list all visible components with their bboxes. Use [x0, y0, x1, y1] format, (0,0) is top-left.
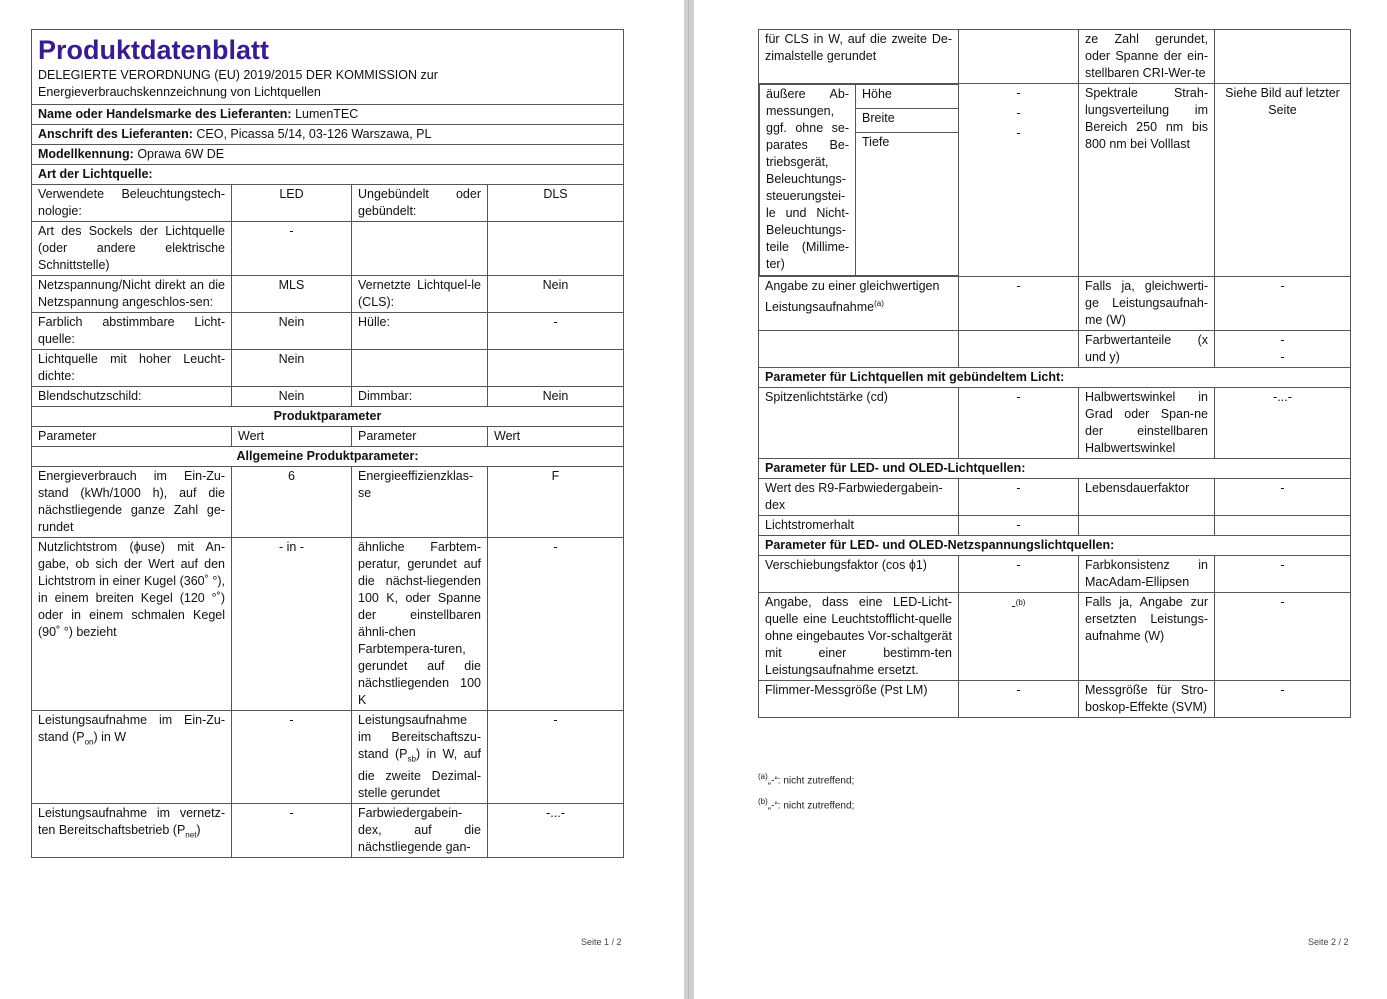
column-header-row [32, 427, 624, 447]
peak-intensity-label: Spitzenlichtstärke (cd) [759, 388, 959, 459]
equivalent-power-label: Angabe zu einer gleichwertigen Leistungsaufnahme$^{(a)}$ [759, 277, 959, 331]
param-label: Vernetzte Lichtquel-le (CLS): [352, 276, 488, 313]
param-value: LED [232, 185, 352, 222]
supplier-value: LumenTEC [295, 107, 359, 121]
displacement-factor-label: Verschiebungsfaktor (cos ϕ1) [759, 556, 959, 593]
param-label: Art des Sockels der Lichtquelle (oder andere elektrische Schnittstelle) [32, 222, 232, 276]
dim-value: - [1016, 126, 1021, 140]
r9-value: - [959, 479, 1079, 516]
param-value: - in - [232, 538, 352, 711]
table-row [759, 331, 1351, 368]
dimensions-label: äußere Ab-messungen, ggf. ohne se-parates Be-triebsgerät, Beleuchtungs-steuerungstei-le und Nicht-Beleuchtungs-teile (Millime-ter) [760, 85, 856, 276]
survival-factor-label: Lebensdauerfaktor [1079, 479, 1215, 516]
dimensions-values [959, 84, 1079, 277]
footnote-a: $^{(a)}$„-“: nicht zutreffend; [758, 772, 855, 787]
table-row [32, 276, 624, 313]
column-header-value: Wert [232, 427, 352, 447]
chromaticity-x-value: - [1280, 333, 1285, 347]
address-label: Anschrift des Lieferanten: [38, 127, 193, 141]
dim-name: Breite [856, 109, 959, 133]
dim-value: - [1016, 106, 1021, 120]
column-header-value: Wert [488, 427, 624, 447]
mains-heading: Parameter für LED- und OLED-Netzspannungslichtquellen: [759, 536, 1351, 556]
table-row [32, 350, 624, 387]
footnote-b: $^{(b)}$„-“: nicht zutreffend; [758, 797, 855, 812]
param-value: F [488, 467, 624, 538]
page-title: Produktdatenblatt [38, 35, 270, 65]
page-number: Seite 2 / 2 [1308, 937, 1349, 947]
table-row [32, 185, 624, 222]
table-row [32, 467, 624, 538]
pnet-value: - [232, 803, 352, 857]
dim-name: Höhe [856, 85, 959, 109]
product-data-table-page-1 [31, 29, 624, 858]
table-row [759, 388, 1351, 459]
param-value: 6 [232, 467, 352, 538]
beam-angle-value: -...- [1215, 388, 1351, 459]
param-value: Nein [488, 387, 624, 407]
table-row [759, 516, 1351, 536]
table-row [32, 387, 624, 407]
replacement-yes-value: - [1215, 593, 1351, 681]
general-params-heading: Allgemeine Produktparameter: [32, 447, 624, 467]
table-row [759, 84, 1351, 277]
param-value [488, 222, 624, 276]
param-value: Nein [232, 387, 352, 407]
address-value: CEO, Picassa 5/14, 03-126 Warszawa, PL [196, 127, 432, 141]
param-value [1215, 30, 1351, 84]
lumen-maintenance-value: - [959, 516, 1079, 536]
table-row [759, 593, 1351, 681]
param-label: Energieeffizienzklas-se [352, 467, 488, 538]
param-value: Nein [232, 313, 352, 350]
param-label: ähnliche Farbtem-peratur, gerundet auf die nächst-liegenden 100 K, oder Spanne der einstellbaren ähnli-chen Farbtempera-turen, gerundet auf die nächstliegenden 100 K [352, 538, 488, 711]
param-value: Nein [488, 276, 624, 313]
param-label: Dimmbar: [352, 387, 488, 407]
cri-value: -...- [488, 803, 624, 857]
param-value: Nein [232, 350, 352, 387]
svm-value: - [1215, 681, 1351, 718]
param-label: Nutzlichtstrom (ϕuse) mit An-gabe, ob sich der Wert auf den Lichtstrom in einer Kugel (360˚ °), in einem breiten Kegel (120 °˚) oder in einem schmalen Kegel (90˚ °) bezieht [32, 538, 232, 711]
param-label: ze Zahl gerundet, oder Spanne der ein-stellbaren CRI-Wer-te [1079, 30, 1215, 84]
macadam-value: - [1215, 556, 1351, 593]
page-divider [684, 0, 694, 999]
param-label: Lichtquelle mit hoher Leucht-dichte: [32, 350, 232, 387]
replacement-yes-label: Falls ja, Angabe zur ersetzten Leistungs-aufnahme (W) [1079, 593, 1215, 681]
spectral-label: Spektrale Strah-lungsverteilung im Bereich 250 nm bis 800 nm bei Volllast [1079, 84, 1215, 277]
param-value: - [488, 313, 624, 350]
model-label: Modellkennung: [38, 147, 134, 161]
flicker-label: Flimmer-Messgröße (Pst LM) [759, 681, 959, 718]
column-header-parameter: Parameter [32, 427, 232, 447]
table-row [32, 711, 624, 804]
r9-label: Wert des R9-Farbwiedergabein-dex [759, 479, 959, 516]
chromaticity-y-value: - [1280, 350, 1285, 364]
peak-intensity-value: - [959, 388, 1079, 459]
equivalent-yes-label: Falls ja, gleichwerti-ge Leistungsaufnah-me (W) [1079, 277, 1215, 331]
column-header-parameter: Parameter [352, 427, 488, 447]
param-label: Farblich abstimmbare Licht-quelle: [32, 313, 232, 350]
flicker-value: - [959, 681, 1079, 718]
empty-cell [959, 331, 1079, 368]
param-label [352, 222, 488, 276]
dim-value: - [1016, 86, 1021, 100]
spectral-value: Siehe Bild auf letzter Seite [1215, 84, 1351, 277]
table-row [759, 277, 1351, 331]
dimensions-subtable [759, 84, 959, 276]
param-label: für CLS in W, auf die zweite De-zimalstelle gerundet [759, 30, 959, 84]
param-label: Netzspannung/Nicht direkt an die Netzspannung angeschlos-sen: [32, 276, 232, 313]
supplier-label: Name oder Handelsmarke des Lieferanten: [38, 107, 292, 121]
lightsource-type-heading: Art der Lichtquelle: [32, 165, 624, 185]
led-heading: Parameter für LED- und OLED-Lichtquellen: [759, 459, 1351, 479]
table-row [759, 479, 1351, 516]
header-cell [32, 30, 624, 105]
macadam-label: Farbkonsistenz in MacAdam-Ellipsen [1079, 556, 1215, 593]
document-page-2 [694, 0, 1387, 999]
param-label: Blendschutzschild: [32, 387, 232, 407]
regulation-subtitle: DELEGIERTE VERORDNUNG (EU) 2019/2015 DER KOMMISSION zur Energieverbrauchskennzeichnung von Lichtquellen [38, 68, 438, 99]
supplier-row [32, 105, 624, 125]
product-params-heading: Produktparameter [32, 407, 624, 427]
param-label: Ungebündelt oder gebündelt: [352, 185, 488, 222]
survival-factor-value: - [1215, 479, 1351, 516]
param-label [352, 350, 488, 387]
psb-label: Leistungsaufnahme im Bereitschaftszu-stand $(P_{sb})$ in W, auf die zweite Dezimal-stelle gerundet [352, 711, 488, 804]
pon-value: - [232, 711, 352, 804]
page-number: Seite 1 / 2 [581, 937, 622, 947]
param-label: Hülle: [352, 313, 488, 350]
param-value: - [232, 222, 352, 276]
param-value: MLS [232, 276, 352, 313]
empty-cell [1079, 516, 1215, 536]
dim-name: Tiefe [856, 133, 959, 276]
displacement-factor-value: - [959, 556, 1079, 593]
param-value: DLS [488, 185, 624, 222]
replacement-label: Angabe, dass eine LED-Licht-quelle eine Leuchtstofflicht-quelle ohne eingebautes Vor-schaltgerät mit einer bestimm-ten Leistungsaufnahme ersetzt. [759, 593, 959, 681]
model-value: Oprawa 6W DE [137, 147, 225, 161]
param-label: Energieverbrauch im Ein-Zu-stand (kWh/1000 h), auf die nächstliegende ganze Zahl ge-rundet [32, 467, 232, 538]
param-value: - [488, 538, 624, 711]
replacement-value: -$^{(b)}$ [959, 593, 1079, 681]
param-value [488, 350, 624, 387]
table-row [32, 538, 624, 711]
footnotes [758, 766, 854, 817]
lumen-maintenance-label: Lichtstromerhalt [759, 516, 959, 536]
cri-label: Farbwiedergabein-dex, auf die nächstliegende gan- [352, 803, 488, 857]
param-label: Verwendete Beleuchtungstech-nologie: [32, 185, 232, 222]
chromaticity-values [1215, 331, 1351, 368]
chromaticity-label: Farbwertanteile (x und y) [1079, 331, 1215, 368]
equivalent-power-value: - [959, 277, 1079, 331]
table-row [32, 222, 624, 276]
beam-angle-label: Halbwertswinkel in Grad oder Span-ne der einstellbaren Halbwertswinkel [1079, 388, 1215, 459]
pon-label: Leistungsaufnahme im Ein-Zu-stand $(P_{on})$ in W [32, 711, 232, 804]
address-row [32, 125, 624, 145]
table-row [759, 681, 1351, 718]
document-page-1 [0, 0, 684, 999]
empty-cell [1215, 516, 1351, 536]
table-row [32, 313, 624, 350]
model-row [32, 145, 624, 165]
param-value [959, 30, 1079, 84]
dimensions-cell [759, 84, 959, 277]
pnet-label: Leistungsaufnahme im vernetz-ten Bereitschaftsbetrieb $(P_{net})$ [32, 803, 232, 857]
table-row [759, 556, 1351, 593]
table-row [759, 30, 1351, 84]
product-data-table-page-2 [758, 29, 1351, 718]
psb-value: - [488, 711, 624, 804]
empty-cell [759, 331, 959, 368]
table-row [32, 803, 624, 857]
svm-label: Messgröße für Stro-boskop-Effekte (SVM) [1079, 681, 1215, 718]
directional-heading: Parameter für Lichtquellen mit gebündeltem Licht: [759, 368, 1351, 388]
equivalent-yes-value: - [1215, 277, 1351, 331]
